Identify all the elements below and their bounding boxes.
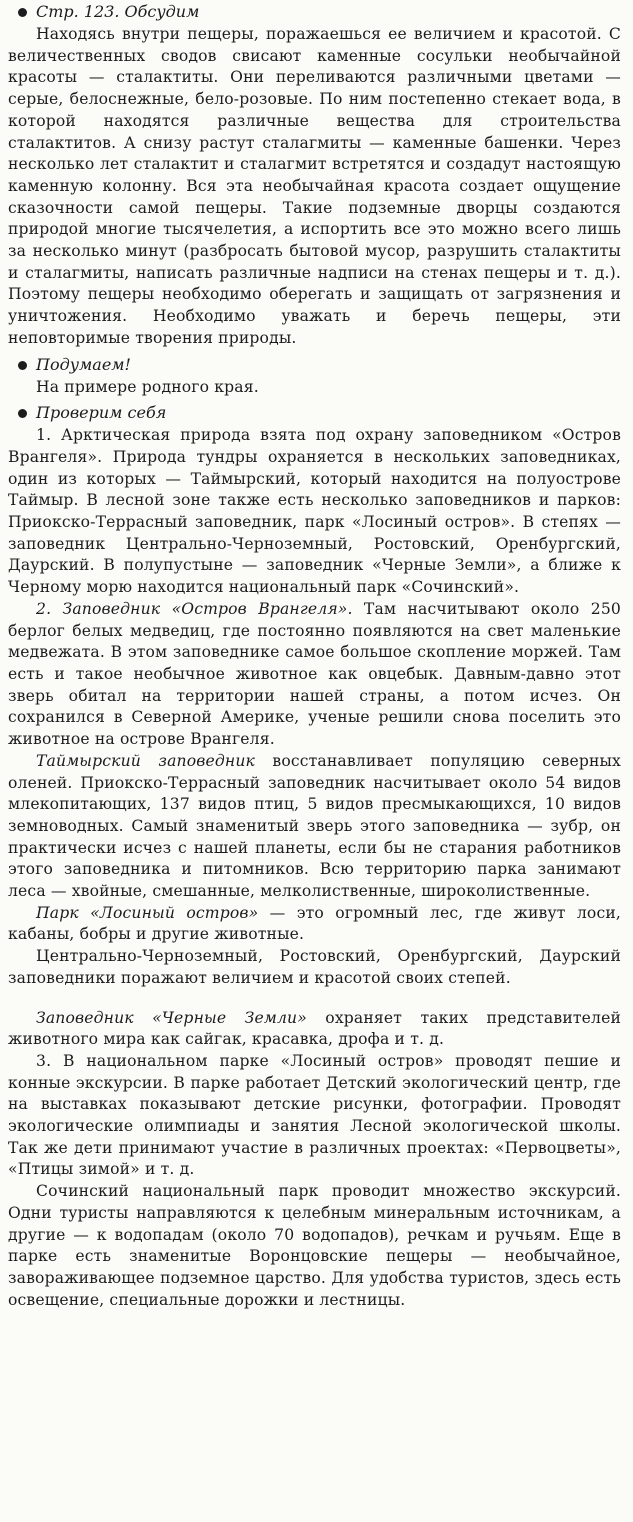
section-heading-check: [8, 401, 621, 425]
black-lands-title: Заповедник «Черные Земли»: [36, 1008, 307, 1027]
taimyr-reserve-title: Таймырский заповедник: [36, 751, 255, 770]
taimyr-reserve-text: восстанавливает популяцию северных оленей. Приокско-Террасный заповедник насчитывает около 54 видов млекопитающих, 137 видов птиц, 5 видов пресмыкающихся, 10 видов земноводных. Самый знаменитый зверь этого заповедника — зубр, он практически исчез с нашей планеты, если бы не старания работников этого заповедника и питомников. Всю территорию парка занимают леса — хвойные, смешанные, мелколиственные, широколиственные.: [8, 751, 621, 901]
bullet-icon: [18, 409, 27, 418]
think-paragraph: На примере родного края.: [36, 377, 259, 396]
heading-text: Проверим себя: [36, 403, 167, 423]
black-lands-paragraph: [8, 1008, 621, 1051]
answer-1-paragraph: 1. Арктическая природа взята под охрану заповедником «Остров Врангеля». Природа тундры охраняется в нескольких заповедниках, один из которых — Таймырский, который находится на полуострове Таймыр. В лесной зоне также есть несколько заповедников и парков: Приокско-Террасный заповедник, парк «Лосиный остров». В степях — заповедник Центрально-Черноземный, Ростовский, Оренбургский, Даурский. В полупустыне — заповедник «Черные Земли», а ближе к Черному морю находится национальный парк «Сочинский».: [8, 426, 621, 597]
losiny-paragraph: [8, 903, 621, 946]
losiny-park-title: Парк «Лосиный остров»: [36, 903, 259, 922]
answer-2-paragraph: [8, 599, 621, 751]
bullet-icon: [18, 8, 27, 17]
section-heading-think: [8, 353, 621, 377]
taimyr-paragraph: [8, 751, 621, 903]
discuss-paragraph: Находясь внутри пещеры, поражаешься ее величием и красотой. С величественных сводов свисают каменные сосульки необычайной красоты — сталактиты. Они переливаются различными цветами — серые, белоснежные, бело-розовые. По ним постепенно стекает вода, в которой находятся различные вещества для строительства сталактитов. А снизу растут сталагмиты — каменные башенки. Через несколько лет сталактит и сталагмит встретятся и создадут настоящую каменную колонну. Вся эта необычайная красота создает ощущение сказочности самой пещеры. Такие подземные дворцы создаются природой многие тысячелетия, а испортить все это можно всего лишь за несколько минут (разбросать бытовой мусор, разрушить сталактиты и сталагмиты, написать различные надписи на стенах пещеры и т. д.). Поэтому пещеры необходимо оберегать и защищать от загрязнения и уничтожения. Необходимо уважать и беречь пещеры, эти неповторимые творения природы.: [8, 25, 621, 347]
section-heading-discuss: [8, 0, 621, 24]
wrangel-reserve-text: Там насчитывают около 250 берлог белых медведиц, где постоянно появляются на свет маленькие медвежата. В этом заповеднике самое большое скопление моржей. Там есть и такое необычное животное как овцебык. Давным-давно этот зверь обитал на территории нашей страны, а потом исчез. Он сохранился в Северной Америке, ученые решили снова поселить это животное на острове Врангеля.: [8, 599, 622, 749]
losiny-park-text: — это огромный лес, где живут лоси, кабаны, бобры и другие животные.: [8, 903, 621, 944]
black-lands-text: охраняет таких представителей животного мира как сайгак, красавка, дрофа и т. д.: [8, 1008, 621, 1049]
sochi-park-paragraph: Сочинский национальный парк проводит множество экскурсий. Одни туристы направляются к целебным минеральным источникам, а другие — к водопадам (около 70 водопадов), речкам и ручьям. Еще в парке есть знаменитые Воронцовские пещеры — необычайное, завораживающее подземное царство. Для удобства туристов, здесь есть освещение, специальные дорожки и лестницы.: [8, 1182, 621, 1309]
answer-3-paragraph: 3. В национальном парке «Лосиный остров» проводят пешие и конные экскурсии. В парке работает Детский экологический центр, где на выставках показывают детские рисунки, фотографии. Проводят экологические олимпиады и занятия Лесной экологической школы. Так же дети принимают участие в различных проектах: «Первоцветы», «Птицы зимой» и т. д.: [8, 1051, 621, 1179]
wrangel-reserve-title: 2. Заповедник «Остров Врангеля».: [36, 599, 353, 618]
bullet-icon: [18, 361, 27, 370]
heading-text: Подумаем!: [36, 354, 131, 374]
heading-text: Стр. 123. Обсудим: [36, 2, 200, 21]
steppe-reserves-paragraph: Центрально-Черноземный, Ростовский, Оренбургский, Даурский заповедники поражают величием и красотой своих степей.: [8, 947, 621, 987]
